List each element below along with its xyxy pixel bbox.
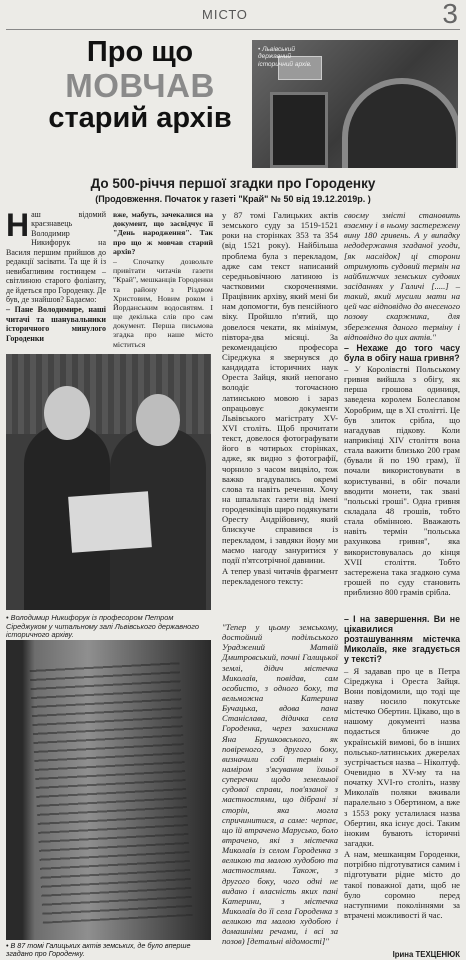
intro-text: аш відомий краєзнавець Володимир Никифорук на Василя першим прийшов до редакції засівати. Та ще й із невибагливим гостинцем – світлиною старого фоліанту, де йдеться про Городенку. Де був, де знайшов? Бадаємо:	[6, 210, 106, 304]
photo2-caption: • В 87 томі Галицьких актів земських, де було вперше згадано про Городенку.	[6, 941, 191, 959]
closing-paragraph: А нам, мешканцям Городенки, потрібно підготуватися самим і підготувати рідне місто до такої поважної дати, щоб не було соромно перед наступними поколіннями за втрачені можливості й час.	[344, 849, 460, 920]
fragment-end: своєму змісті становить взаємну і в ньому застережену вину 180 гривень. А у випадку недодержання згаданої угоди, [як наслідок] ці сторони отримують судовий термін на найближчих земських судових засіданнях у Галичі [.....] – такий, який мусили мати на цей час відповідно до внесеного позову скаржника, для збереження даного терміну і відповідно до цих актів."	[344, 210, 460, 342]
document-sheet	[68, 491, 152, 552]
drop-cap: Н	[6, 207, 30, 243]
section-label: МІСТО	[202, 7, 248, 22]
interview-answer: – Спочатку дозвольте привітати читачів газети "Край", мешканців Городенки та району з Різдвом Христовим, Новим роком і Йорданським водосвятям. І ще декілька слів про сам документ. Перша письмова згадка про наше місто міститься	[113, 256, 213, 349]
column-2	[113, 210, 213, 350]
translated-fragment: "Тепер у цьому земському, достойний подільського Ураджений Матвій Дмитровський, почні Галицької землі, дідич містечка Миколаїв, повідав, сам особисто, з одного боку, та вельможна Катерина Бучацька, вдова пана Станіслава, дідичка села Городенка, через захисника Яна Брушковського, як повіреного, з другого боку, визначили собі термін з наміром з'ясування їхньої суперечки щодо земельної судової справи, пов'язаної з маєтностями, що дібрані зі сторін, яка могла спричинитися, а саме: черпає, що їй втрачено Марусько, боло втрачено, які з містечка Миколаїв із селом Городенка з великою та малою худобою та маєтностями. Також, з другого боку, чого одні не видано і власність яких пані Катерини, з містечка Миколаїв до її села Городенка з великою та малою худобою і домашніми речами, і всі за позов) [детальні відомості]"	[222, 622, 338, 947]
person-left-head	[44, 386, 90, 440]
archway	[342, 78, 458, 168]
column-3	[222, 210, 338, 587]
question-mykolaiv: – І на завершення. Ви не цікавилися розташуванням містечка Миколаїв, яке згадується у тексті?	[344, 614, 460, 665]
old-book-photo	[6, 640, 211, 940]
running-header	[6, 0, 460, 30]
bookshelf	[6, 354, 211, 434]
title-line-2: МОВЧАВ	[65, 67, 215, 104]
column-4-end	[344, 614, 460, 921]
title-line-1: Про що	[86, 36, 194, 68]
page-number: 3	[442, 0, 458, 29]
door	[270, 92, 328, 168]
title-line-3: старий архів	[48, 102, 232, 134]
interview-question: – Пане Володимире, наші читачі та шанувальники історичного минулого Городенки	[6, 305, 106, 343]
article-subtitle: До 500-річчя першої згадки про Городенку	[90, 176, 376, 191]
person-right-head	[136, 394, 180, 446]
column-3-quote	[222, 622, 338, 948]
answer-hryvnia: – У Королівстві Польському гривня вийшла з обігу, як перша грошова одиниця, заведена королем Болеславом Хоробрим, ще в XI столітті. Це був злиток срібла, що нагадував підкову. Коли наприкінці XIV століття вона стала важити близько 200 грам (бували й по 190 грам), її почали використовувати в користуванні, в обіг почали вводити монети, так звані "польські гроші". Одна гривня складала 48 грошів, тобто стала обмінною. Вважають навіть термін "польська рахункова гривня", яка використовувалась до кінця XVII століття. Тобто застережена така згадкою сума грошей по суду становить приблизно 800 грамів срібла.	[344, 364, 460, 598]
interview-question-end: вже, мабуть, зачекалися на документ, що засвідчує її "День народження". Так про що ж мовчав старий архів?	[113, 210, 213, 256]
column-3-text: у 87 томі Галицьких актів земського суду за 1519-1521 роки на сторінках 353 та 354 (від 1521 року). Найбільша проблема була з перекладом, адже сам текст написаний середньовічною латиною із частковими скороченнями. Працівник архіву, який мені би нам допомогти, був пенсійного віку. Пройшло п'ятий, що довелося чекати, як мінімум, півтора-два місяці. За рекомендацією професора Сіреджука я звернувся до кандидата історичних наук Ореста Зайця, який непогано володіє тогочасною латинською мовою і зараз опрацьовує документи Львівського магістрату XV-XVI століть. Щоб прочитати текст, довелося фотографувати його в чотирьох сторінках, адже, як видно з фотографії, чорнило з часом вицвіло, тож важко вгадувались окремі слова та навіть речення. Хочу на шпальтах газети від імені городенківців щиро подякувати Оресту Андрійовичу, який блискуче справився із перекладом, і завдяки йому ми маємо нагоду занурити́ся у події п'ятсотрічної давнини.	[222, 210, 338, 565]
researchers-photo	[6, 354, 211, 610]
article-title	[40, 38, 240, 133]
author-signature: Ірина ТЕХЦЕНЮК	[392, 950, 460, 959]
top-photo-caption: • Львівський державний історичний архів.	[258, 46, 312, 68]
fragment-intro: А тепер увазі читачів фрагмент перекладеного тексту:	[222, 565, 338, 587]
answer-mykolaiv: – Я задавав про це в Петра Сіреджука і Ореста Зайця. Вони повідомили, що тоді ще назву носило покутське містечко Обертин. Цікаво, що в нашому документі назва подається ближче до українській вимові, бо в інших польсько-латинських джерелах зустрічається назва – Ніколтуф. Очевидно в XV-му та на початку XVI-го століть, назву Миколаїв поляки вживали паралельно з Обертином, а вже з 1553 року усталилася назва Обертин, яка існує досі. Таким іноким бувають історичні загадки.	[344, 665, 460, 848]
column-4	[344, 210, 460, 598]
manuscript-lines	[29, 656, 192, 923]
photo1-caption: • Володимир Никифорук із професором Петром Сіреджуком у читальному залі Львівського державного історичного архіву.	[6, 613, 199, 640]
column-1	[6, 207, 106, 344]
continuation-note: (Продовження. Початок у газеті "Край" № 50 від 19.12.2019р. )	[95, 194, 371, 204]
question-hryvnia: – Нехаже до того часу була в обігу наша гривня?	[344, 342, 460, 363]
archive-building-photo	[252, 40, 458, 168]
